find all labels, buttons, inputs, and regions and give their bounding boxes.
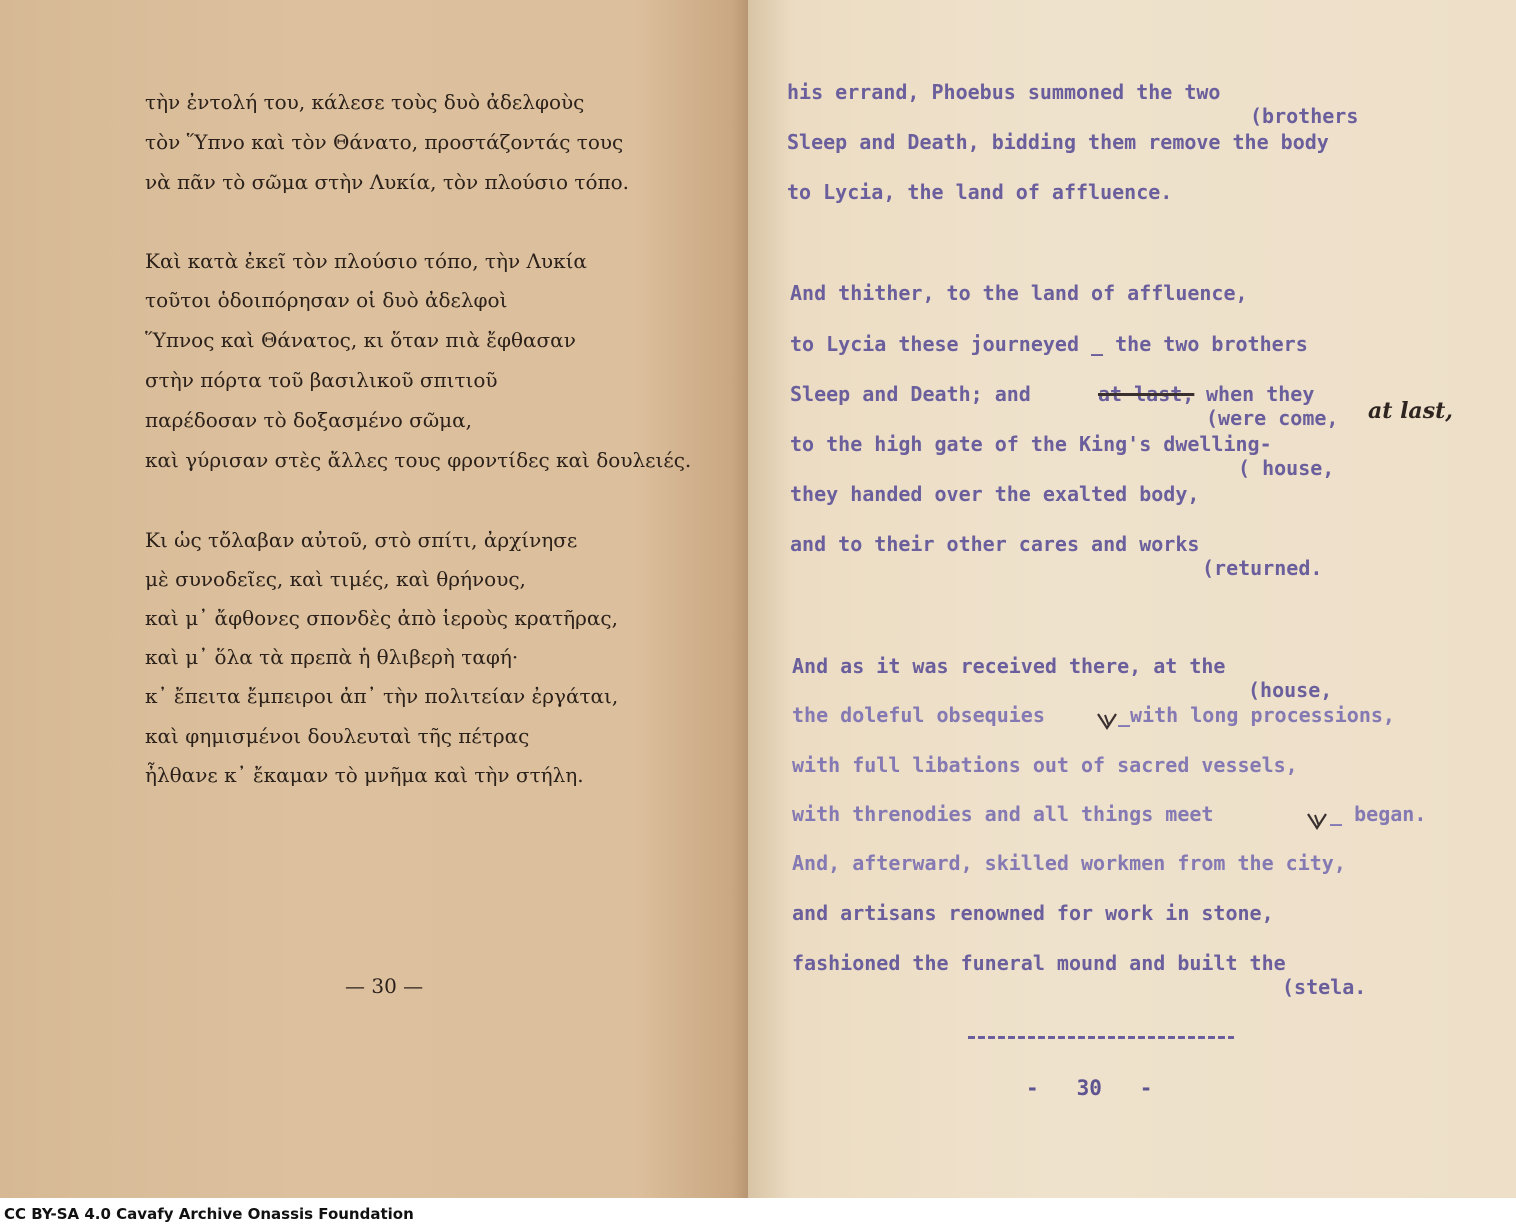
greek-line: παρέδοσαν τὸ δοξασμένο σῶμα, [145, 408, 472, 432]
greek-line: στὴν πόρτα τοῦ βασιλικοῦ σπιτιοῦ [145, 368, 498, 392]
typescript-line: to the high gate of the King's dwelling- [790, 432, 1272, 456]
greek-line: νὰ πᾶν τὸ σῶμα στὴν Λυκία, τὸν πλούσιο τόπο. [145, 170, 630, 194]
greek-line: τὴν ἐντολή του, κάλεσε τοὺς δυὸ ἀδελφοὺς [145, 90, 585, 114]
typescript-continuation: (house, [1248, 678, 1333, 702]
greek-line: κ᾿ ἔπειτα ἔμπειροι ἀπ᾿ τὴν πολιτείαν ἐργάται, [145, 684, 619, 708]
greek-line: καὶ μ᾿ ὅλα τὰ πρεπὰ ἡ θλιβερὴ ταφή· [145, 645, 519, 669]
greek-line: μὲ συνοδεῖες, καὶ τιμές, καὶ θρήνους, [145, 567, 526, 591]
greek-line: Ὕπνος καὶ Θάνατος, κι ὅταν πιὰ ἔφθασαν [145, 328, 576, 352]
typescript-line: Sleep and Death; and [790, 382, 1043, 406]
typescript-line: and to their other cares and works [790, 532, 1200, 556]
typescript-continuation: (were come, [1206, 406, 1339, 430]
typescript-line: And thither, to the land of affluence, [790, 281, 1248, 305]
greek-line: Κι ὡς τὄλαβαν αὐτοῦ, στὸ σπίτι, ἀρχίνησε [145, 528, 578, 552]
typed-dash-rule [968, 1036, 1234, 1039]
greek-line: καὶ φημισμένοι δουλευταὶ τῆς πέτρας [145, 724, 530, 748]
left-page-greek [0, 0, 748, 1198]
typescript-line: fashioned the funeral mound and built the [792, 951, 1286, 975]
typescript-line: to Lycia these journeyed _ the two brothers [790, 332, 1308, 356]
greek-line: καὶ μ᾿ ἄφθονες σπονδὲς ἀπὸ ἱεροὺς κρατῆρας, [145, 606, 618, 630]
typescript-continuation: (stela. [1282, 975, 1367, 999]
insertion-caret-icon [1096, 712, 1118, 730]
left-page-number: — 30 — [345, 974, 424, 998]
greek-line: ἦλθανε κ᾿ ἔκαμαν τὸ μνῆμα καὶ τὴν στήλη. [145, 763, 584, 787]
typescript-continuation: ( house, [1238, 456, 1335, 480]
struck-out-text: at last, [1098, 382, 1195, 406]
typescript-line: and artisans renowned for work in stone, [792, 901, 1274, 925]
greek-line: τὸν Ὕπνο καὶ τὸν Θάνατο, προστάζοντάς τους [145, 130, 624, 154]
typescript-line: _with long processions, [1118, 703, 1395, 727]
right-page-number: - 30 - [1026, 1076, 1153, 1100]
typescript-line: And as it was received there, at the [792, 654, 1226, 678]
typescript-line: with threnodies and all things meet [792, 802, 1214, 826]
typescript-line: _ began. [1318, 802, 1427, 826]
typescript-line: Sleep and Death, bidding them remove the body [787, 130, 1329, 154]
typescript-line: his errand, Phoebus summoned the two [787, 80, 1221, 104]
greek-line: καὶ γύρισαν στὲς ἄλλες τους φροντίδες καὶ δουλειές. [145, 448, 692, 472]
typescript-line: the doleful obsequies [792, 703, 1045, 727]
typescript-line: when they [1206, 382, 1315, 406]
greek-line: Καὶ κατὰ ἐκεῖ τὸν πλούσιο τόπο, τὴν Λυκία [145, 249, 587, 273]
typescript-line: they handed over the exalted body, [790, 482, 1200, 506]
typescript-continuation: (brothers [1250, 104, 1359, 128]
typescript-line: with full libations out of sacred vessels, [792, 753, 1298, 777]
greek-line: τοῦτοι ὁδοιπόρησαν οἱ δυὸ ἀδελφοὶ [145, 288, 508, 312]
image-credit: CC BY-SA 4.0 Cavafy Archive Onassis Foundation [4, 1205, 414, 1223]
typescript-line: And, afterward, skilled workmen from the city, [792, 851, 1346, 875]
typescript-line: to Lycia, the land of affluence. [787, 180, 1173, 204]
typescript-continuation: (returned. [1202, 556, 1323, 580]
handwritten-insertion: at last, [1368, 398, 1453, 424]
